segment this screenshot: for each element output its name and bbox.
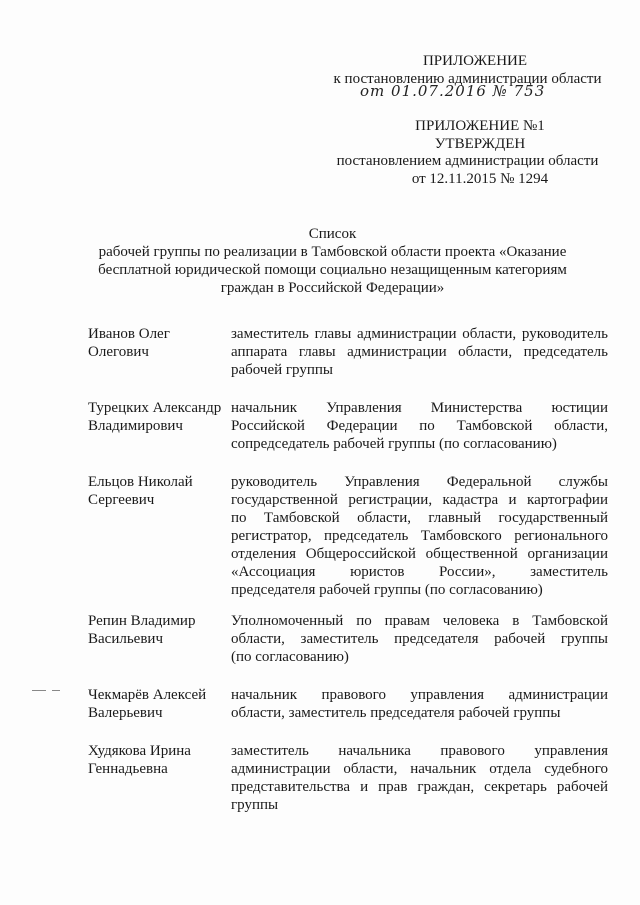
role-line: отделения Общероссийской общественной организации — [231, 546, 608, 562]
scan-artifact — [32, 690, 46, 691]
member-role — [231, 612, 608, 666]
scan-artifact — [52, 690, 60, 691]
member-surname-name: Турецких Александр — [88, 400, 222, 416]
document-subtitle — [60, 243, 605, 297]
member-patronymic: Васильевич — [88, 631, 163, 647]
member-name — [88, 686, 228, 722]
role-line: «Ассоциация юристов России», заместитель — [231, 564, 608, 580]
subtitle-line: рабочей группы по реализации в Тамбовской области проекта «Оказание — [98, 244, 567, 260]
role-line: аппарата главы администрации области, председатель — [231, 344, 608, 360]
role-line: заместитель главы администрации области, руководитель — [231, 326, 608, 342]
member-role — [231, 742, 608, 814]
role-line: по Тамбовской области, главный государственный — [231, 510, 608, 526]
role-line: рабочей группы — [231, 362, 333, 378]
role-line: представительства и прав граждан, секретарь рабочей — [231, 779, 608, 795]
role-line: администрации области, начальник отдела судебного — [231, 761, 608, 777]
member-role — [231, 399, 608, 453]
role-line: Уполномоченный по правам человека в Тамбовской — [231, 613, 608, 629]
member-patronymic: Сергеевич — [88, 492, 155, 508]
role-line: председателя рабочей группы (по согласованию) — [231, 582, 543, 598]
appendix-reference: к постановлению администрации области — [333, 71, 602, 87]
role-line: регистратор, председатель Тамбовского регионального — [231, 528, 608, 544]
approved-by: постановлением администрации области — [336, 153, 599, 169]
member-name — [88, 325, 228, 361]
role-line: области, заместитель председателя рабочей группы — [231, 705, 561, 721]
member-role — [231, 325, 608, 379]
member-surname-name: Иванов Олег — [88, 326, 170, 342]
role-line: Российской Федерации по Тамбовской области, — [231, 418, 608, 434]
role-line: заместитель начальника правового управления — [231, 743, 608, 759]
role-line: начальник правового управления администрации — [231, 687, 608, 703]
member-role — [231, 686, 608, 722]
appendix-1-title: ПРИЛОЖЕНИЕ №1 — [415, 118, 545, 134]
subtitle-line: бесплатной юридической помощи социально незащищенным категориям — [98, 262, 567, 278]
member-surname-name: Чекмарёв Алексей — [88, 687, 207, 703]
role-line: группы — [231, 797, 279, 813]
handwritten-reference — [360, 82, 580, 108]
role-line: начальник Управления Министерства юстиции — [231, 400, 608, 416]
member-surname-name: Худякова Ирина — [88, 743, 191, 759]
role-line: (по согласованию) — [231, 649, 349, 665]
role-line: руководитель Управления Федеральной службы — [231, 474, 608, 490]
handwritten-date-number: от 01.07.2016 № 753 — [360, 82, 546, 100]
appendix-title: ПРИЛОЖЕНИЕ — [422, 53, 528, 69]
member-name — [88, 742, 228, 778]
member-patronymic: Геннадьевна — [88, 761, 168, 777]
subtitle-line: граждан в Российской Федерации» — [220, 280, 445, 296]
member-surname-name: Репин Владимир — [88, 613, 196, 629]
approved-title: УТВЕРЖДЕН — [434, 136, 526, 152]
role-line: государственной регистрации, кадастра и картографии — [231, 492, 608, 508]
member-role — [231, 473, 608, 599]
member-patronymic: Владимирович — [88, 418, 183, 434]
member-name — [88, 473, 228, 509]
member-patronymic: Валерьевич — [88, 705, 163, 721]
document-title: Список — [308, 226, 357, 242]
approved-date: от 12.11.2015 № 1294 — [411, 171, 549, 187]
role-line: области, заместитель председателя рабочей группы — [231, 631, 608, 647]
member-patronymic: Олегович — [88, 344, 149, 360]
member-name — [88, 399, 228, 435]
role-line: сопредседатель рабочей группы (по согласованию) — [231, 436, 557, 452]
member-name — [88, 612, 228, 648]
member-surname-name: Ельцов Николай — [88, 474, 193, 490]
